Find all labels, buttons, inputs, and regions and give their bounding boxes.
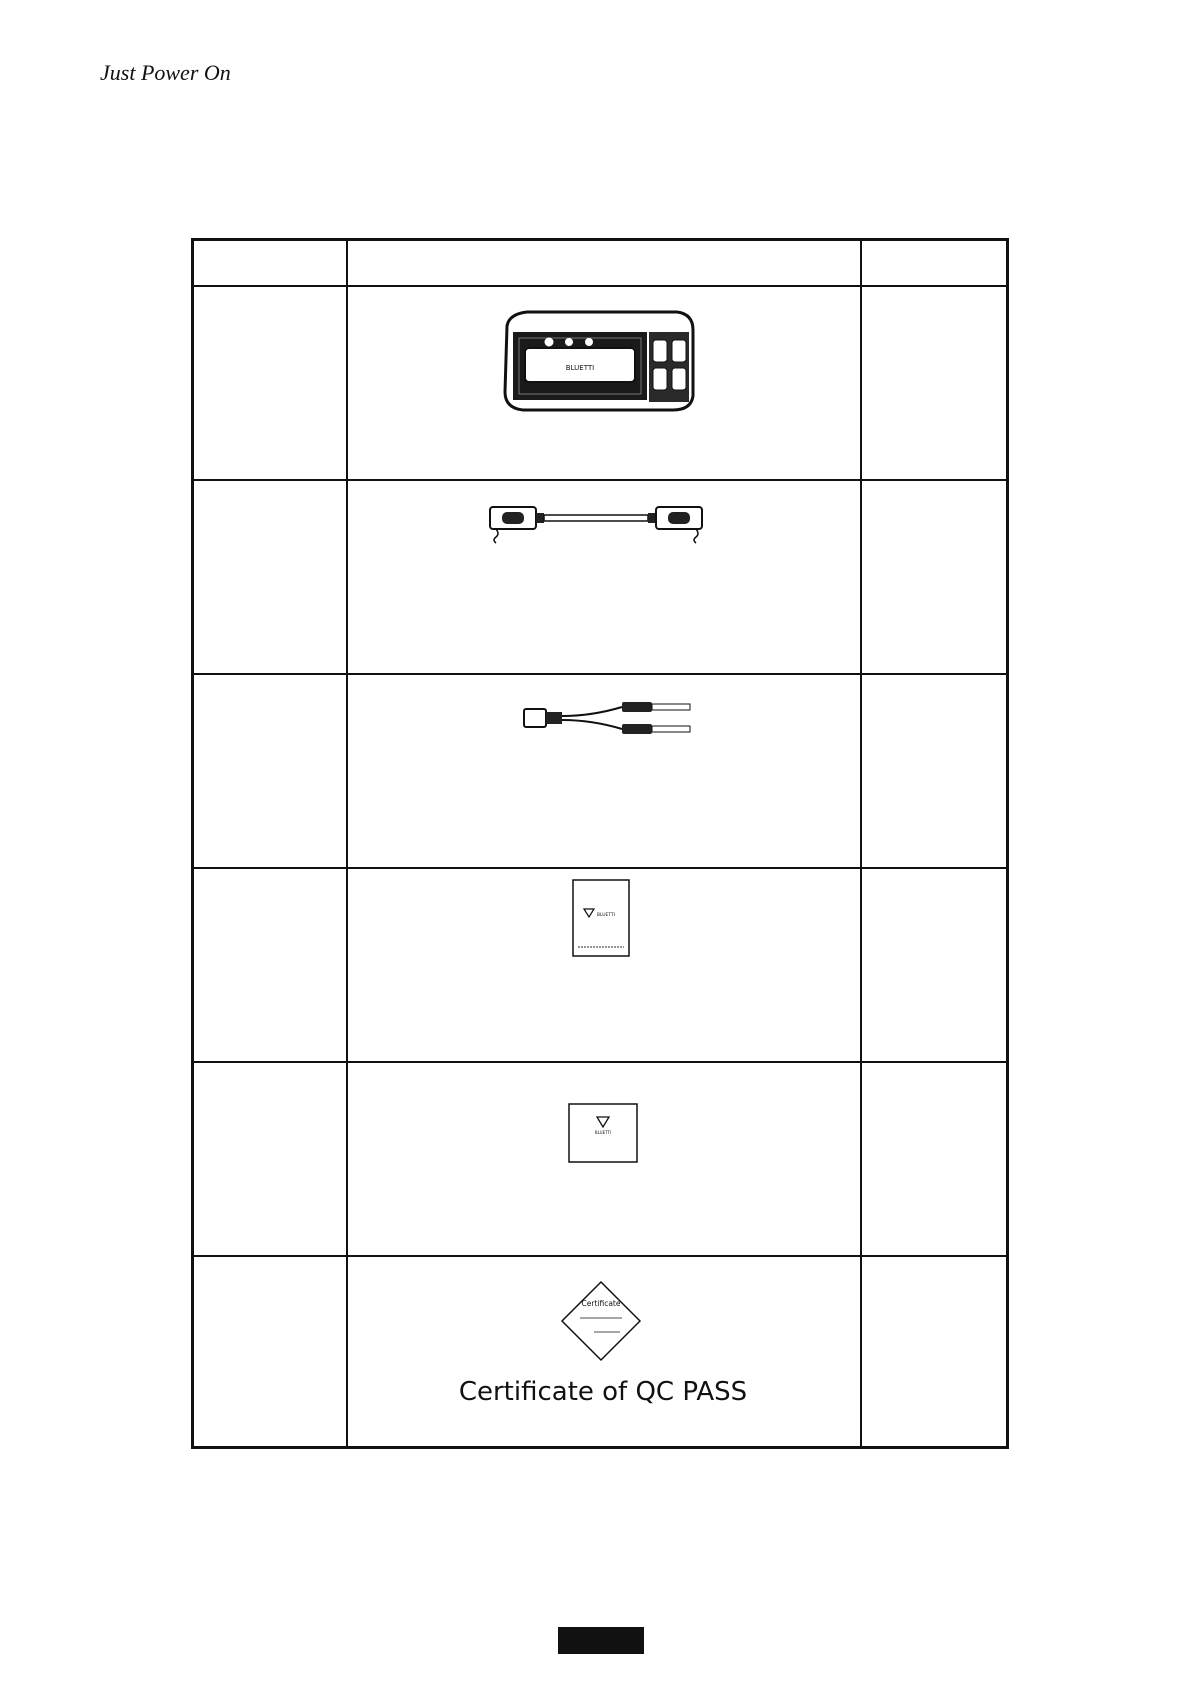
warranty-logo-text: BLUETTI — [594, 1130, 612, 1135]
page-number-tab — [558, 1627, 644, 1654]
battery-unit-icon — [497, 304, 697, 414]
table-header-row — [194, 241, 1006, 285]
table-row — [194, 673, 1006, 869]
certificate-title-text: Certificate — [581, 1299, 621, 1308]
battery-logo-text: BLUETTI — [565, 364, 595, 372]
user-manual-booklet-icon — [572, 879, 630, 957]
table-row — [194, 1061, 1006, 1257]
warranty-card-icon — [568, 1103, 638, 1163]
table-row — [194, 867, 1006, 1063]
qc-certificate-icon — [560, 1280, 642, 1362]
expansion-cable-icon — [486, 501, 706, 545]
packing-list-table — [191, 238, 1009, 1449]
qc-pass-caption: Certificate of QC PASS — [458, 1377, 748, 1407]
brand-slogan: Just Power On — [100, 60, 231, 85]
manual-logo-text: BLUETTI — [596, 913, 616, 918]
table-row — [194, 285, 1006, 481]
splitter-cable-icon — [522, 699, 698, 739]
table-row — [194, 479, 1006, 675]
table-row — [194, 1255, 1006, 1451]
